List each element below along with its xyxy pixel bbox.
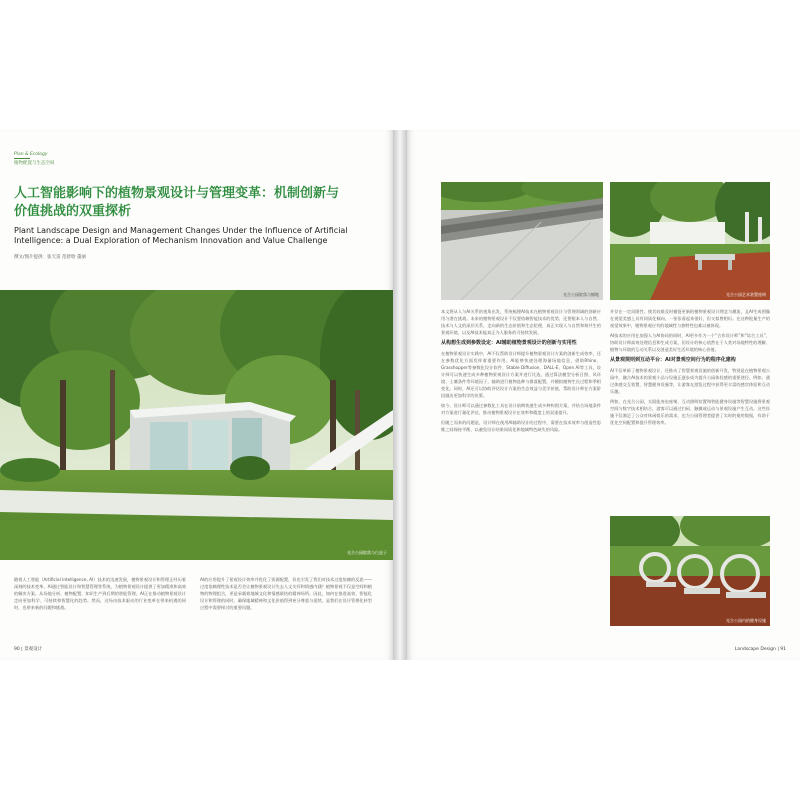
paving-caption: 光合公园院落与铺地 [563,292,599,297]
section-heading: 从景观规则到互动平台：AI对景观空间行为的程序化建构 [610,357,736,363]
body-paragraph: 随着人工智能（Artificial Intelligence, AI）技术的迅速发展，植物景观设计和管理正经历着深刻的技术变革。AI通过智能设计和智慧管理等系统，为植物景观设计提供了更加精准和高效的解决方案。从场地分析、植物配置、知识生产到后期的智能管理，AI正在推动植物景观设计走向更加科学、可持续和智慧化的趋势。然而，这场由技术驱动的行业变革在带来机遇的同时，也带来新的问题和挑战。 [14,577,186,610]
kicker-rule [14,158,30,159]
author-byline: 撰文/图片提供：张天雷 范舒晗 董丽 [14,255,86,260]
paving-illustration [441,182,603,300]
seating-illustration [610,182,770,300]
left-page [0,130,393,660]
body-paragraph: 但随之而来的问题是，设计师在使用AI辅助设计的过程中，需要在技术效率与创造性思维之间保持平衡，以避免设计结果同质化和地域特色缺失的风险。 [441,420,601,432]
park-pavilion-illustration [0,290,393,560]
body-paragraph: 并存在一定局限性。使其较难及时捕捉更新的植物景观设计理念与潮流，且AI生成图像在视觉美感上具有同质化倾向，一张张看起来很好，但又似曾相识。在这种批量生产的视觉效果中，植物景观应有的地域性与独特性也难以被体现。 [610,309,770,328]
magazine-spread [0,130,800,660]
title-cn-line-2: 价值挑战的双重探析 [14,204,132,219]
body-paragraph: AI的应用提升了景观设计效率并优化了资源配置，但也引发了我们对技术过度依赖的反思——过度依赖理性技术是否会让植物景观设计失去人文关怀和情感内涵？植物景观不仅是空间和植物的物理组合，更是承载着地域文化和情感联结的精神场所。因此，如何在推进高效、智能化设计和管理的同时，确保地域精神和文化价值得到充分尊重与延续，是我们在设计管理化转型过程中需要探讨的重要问题。 [200,577,372,610]
body-paragraph: 本文将从人与AI关系的视角出发，系统梳理AI技术在植物景观设计与管理领域的创新应用与潜在挑战。未来的植物景观设计不仅要依赖智能技术的优势，还要根本人与自然、技术与人文的深层关系，走向新的生态价值和生态伦理，真正实现人与自然和谐共生的景观环境，以及AI技术能真正为人服务的可持续发展。 [441,309,601,335]
section-heading: 从构想生成到参数设定：AI辅助植物景观设计的创新与实用性 [441,340,577,346]
body-paragraph: AI不仅革新了植物景观设计，还推动了智慧景观设施的创新开发，特别是在植物景观公园中，融合AI技术的景观小品与设施正逐步成为提升公园体验感的重要途径。例如，通过体感交互装置、智慧健身设施等，让游客在游览过程中获得更丰富的感官体验和互动乐趣。 [610,368,770,394]
left-column-1 [14,576,186,614]
spread-gutter [393,130,407,660]
page-folio-left: 90 | 景观设计 [14,647,43,652]
fitness-illustration [610,516,770,626]
right-column-2 [610,308,770,429]
article-title-en [14,226,374,246]
section-kicker-en: Plan & Ecology [14,152,48,157]
paving-photo [441,182,603,300]
page-folio-right: Landscape Design | 91 [734,647,786,652]
section-kicker-cn: 植物配置与生态空间 [14,161,55,166]
park-pavilion-photo [0,290,393,560]
body-paragraph: 在植物景观设计实践中，AI不仅帮助设计师提升植物景观设计方案的创新生成效率，还在参数优化方面发挥着重要作用。AI能够快速处理海量场地信息，借助Rhino、Grasshopper等参数化设计软件、Stable Diffusion、DALL-E、Open AI等工具，设计师可以快速生成多种植物景观设计方案并进行比选，通过算法模型分析日照、风环境、土壤条件等环境因子，辅助进行植物选种与群落配置，并模拟植物生长过程和季相变化。同时，AI还可以协助评估设计方案的生态效益与美学价值，帮助设计师在方案阶段做出更加科学的决策。 [441,351,601,398]
seating-caption: 光合公园艺术装置座椅 [726,292,766,297]
seating-photo [610,182,770,300]
left-column-2 [200,576,372,614]
right-column-1 [441,308,601,436]
title-cn-line-1: 人工智能影响下的植物景观设计与管理变革：机制创新与 [14,186,340,201]
right-page [407,130,800,660]
title-en-line-2: Intelligence: a Dual Exploration of Mechanism Innovation and Value Challenge [14,236,328,245]
body-paragraph: 例如，在光合公园，太阳能充电座椅、互动照明装置和智能健身设施等智慧设施将景观空间与数字技术相结合，游客可以通过扫码、触摸或运动与景观设施产生互动。这些设施不仅满足了公众对休闲娱乐的需求，也为公园管理者提供了实时的使用数据，有助于优化空间配置和提升管理效率。 [610,399,770,425]
body-paragraph: 如今，设计师可以通过参数化工具在设计前期快速生成多种构图方案，并结合场地条件对方案进行量化评估，推动植物景观设计在效率和精度上的双重提升。 [441,403,601,415]
park-photo-caption: 光合公园院落与白盒子 [347,550,387,555]
fitness-photo [610,516,770,626]
title-en-line-1: Plant Landscape Design and Management Changes Under the Influence of Artificial [14,226,348,235]
article-title-cn [14,185,374,221]
body-paragraph: AI技术的应用在加强人与AI协同的同时，AI更多作为一个“合作设计师”和“综合工具”，协助设计师高效处理信息和生成方案，但设计的核心依然在于人类对场地特性的理解、植物与环境的互动关系以及创造美好生活环境的核心价值。 [610,333,770,352]
fitness-caption: 光合公园内的健身设施 [726,618,766,623]
